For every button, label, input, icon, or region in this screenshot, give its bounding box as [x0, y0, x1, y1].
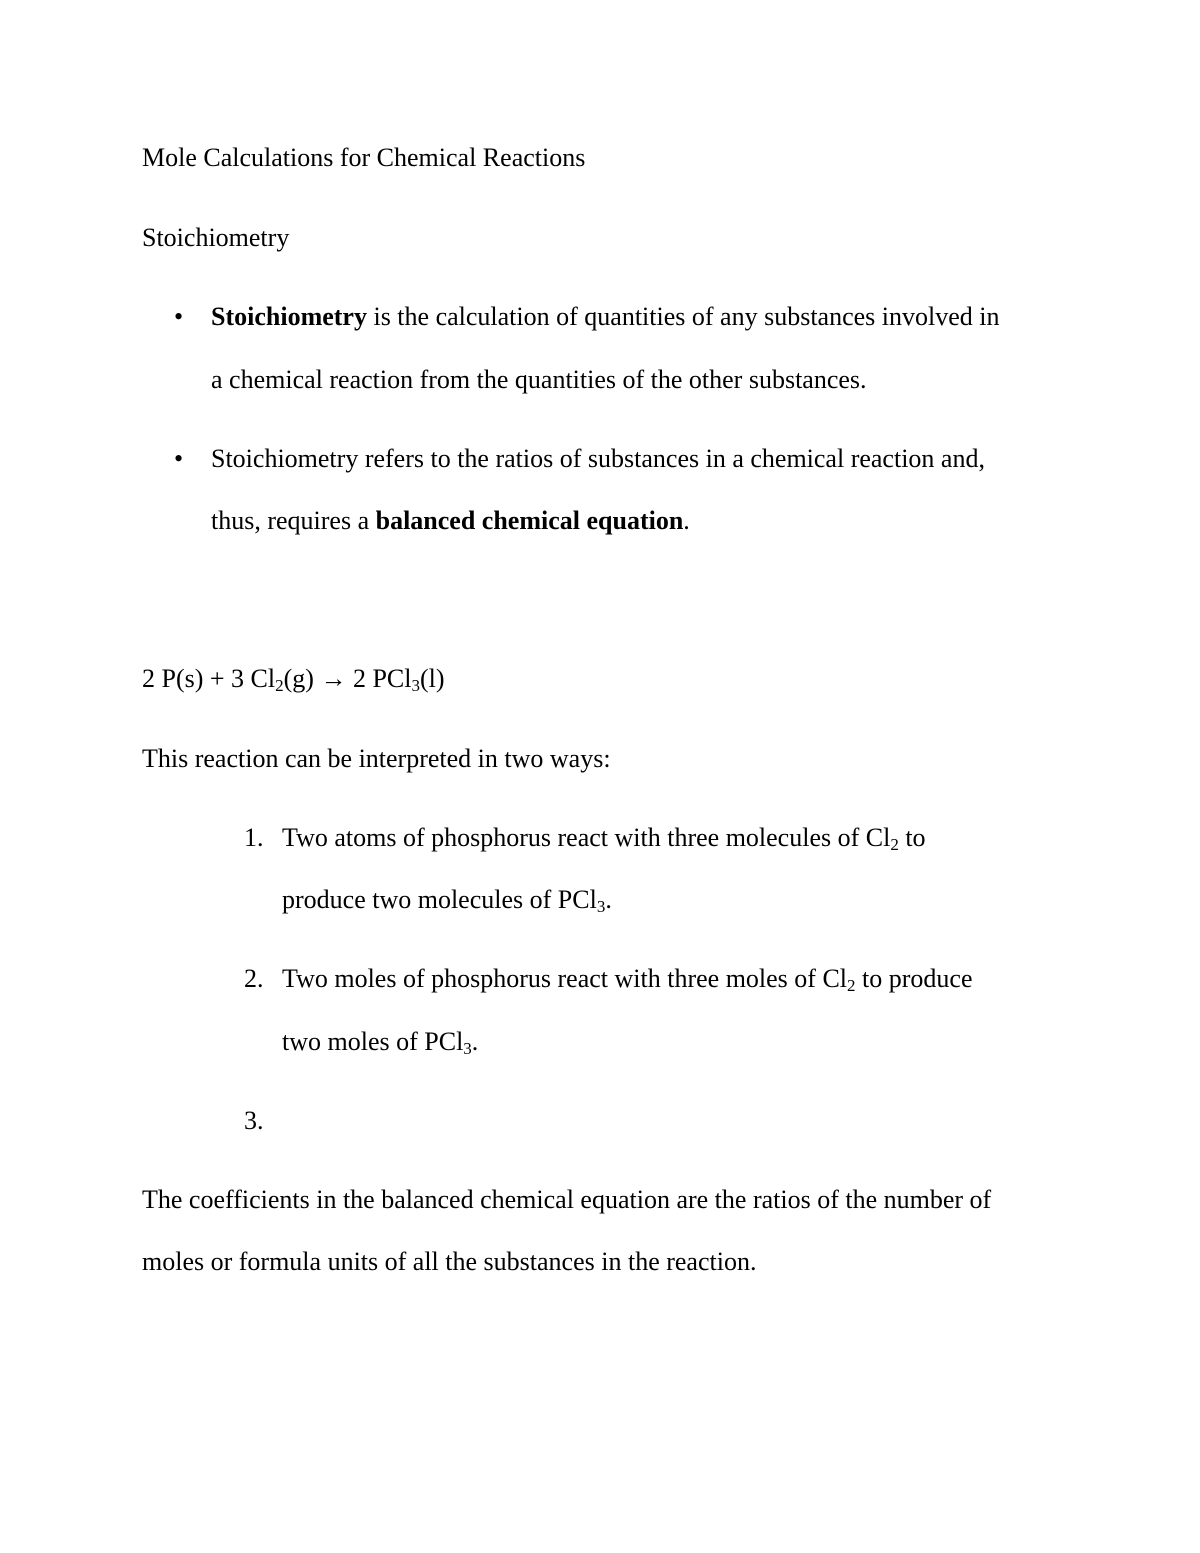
interpretation-intro: This reaction can be interpreted in two ways:	[142, 744, 611, 773]
list-item-2-line-1	[282, 964, 973, 994]
subscript: 3	[411, 676, 420, 695]
bullet-2-text-post: .	[683, 506, 690, 535]
equation-part: (g) → 2 PCl	[283, 664, 412, 693]
document-title: Mole Calculations for Chemical Reactions	[142, 143, 586, 172]
bold-term: Stoichiometry	[211, 302, 367, 331]
subscript: 2	[275, 676, 284, 695]
item-text: .	[605, 885, 612, 914]
item-text: .	[471, 1027, 479, 1056]
bullet-2-line-2	[211, 506, 690, 536]
conclusion-line-1: The coefficients in the balanced chemical equation are the ratios of the number of	[142, 1185, 992, 1214]
item-text: to produce	[855, 964, 973, 993]
item-text: produce two molecules of PCl	[282, 885, 597, 914]
item-text: Two atoms of phosphorus react with three molecules of Cl	[282, 823, 891, 852]
list-item-1-line-2	[282, 885, 612, 915]
bullet-1-text: is the calculation of quantities of any substances involved in	[366, 302, 1000, 331]
list-number: 1.	[244, 823, 264, 852]
conclusion-line-2: moles or formula units of all the substances in the reaction.	[142, 1247, 757, 1276]
section-heading: Stoichiometry	[142, 223, 290, 252]
item-text: two moles of PCl	[282, 1027, 464, 1056]
bullet-1-line-2: a chemical reaction from the quantities of the other substances.	[211, 365, 867, 394]
bullet-marker: •	[174, 444, 184, 473]
list-item-1-line-1	[282, 823, 926, 853]
bullet-1-line-1	[211, 302, 1000, 332]
subscript: 2	[847, 976, 856, 995]
item-text: Two moles of phosphorus react with three moles of Cl	[282, 964, 848, 993]
subscript: 2	[890, 835, 899, 854]
subscript: 3	[596, 897, 606, 916]
list-number: 3.	[244, 1106, 264, 1135]
item-text: to	[898, 823, 926, 852]
list-item-2-line-2	[282, 1027, 478, 1057]
equation-part: 2 P(s) + 3 Cl	[142, 664, 276, 693]
equation-part: (l)	[419, 664, 445, 693]
bullet-marker: •	[174, 302, 184, 331]
list-number: 2.	[244, 964, 264, 993]
subscript: 3	[463, 1039, 472, 1058]
bullet-2-text-pre: thus, requires a	[211, 506, 376, 535]
bullet-2-line-1: Stoichiometry refers to the ratios of substances in a chemical reaction and,	[211, 444, 985, 473]
bold-term: balanced chemical equation	[375, 506, 684, 535]
chemical-equation	[142, 664, 445, 694]
